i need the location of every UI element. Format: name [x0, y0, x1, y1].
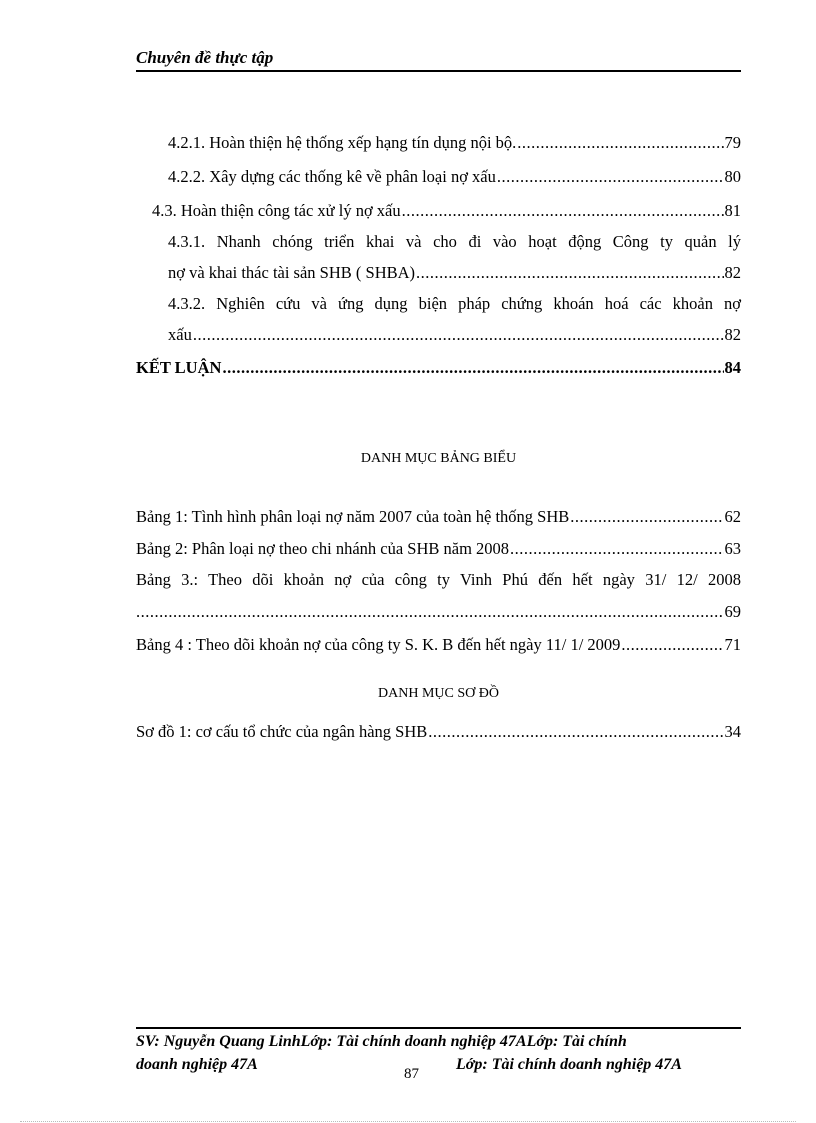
footer-line-2-left: doanh nghiệp 47A — [136, 1056, 258, 1073]
footer-rule — [136, 1027, 741, 1029]
toc-entry-line1[interactable]: 4.3.2. Nghiên cứu và ứng dụng biện pháp chứng khoán hoá các khoản nợ — [168, 294, 741, 313]
toc-entry-page: 80 — [724, 167, 741, 186]
table-list-item-page: 69 — [724, 602, 741, 621]
toc-entry-conclusion[interactable] — [136, 358, 741, 378]
page-number: 87 — [404, 1066, 419, 1082]
table-list-item-text: Bảng 1: Tình hình phân loại nợ năm 2007 của toàn hệ thống SHB — [136, 507, 570, 526]
toc-entry-text: 4.2.1. Hoàn thiện hệ thống xếp hạng tín dụng nội bộ. — [168, 133, 517, 152]
table-list-item-text: Bảng 4 : Theo dõi khoản nợ của công ty S. K. B đến hết ngày 11/ 1/ 2009 — [136, 635, 621, 654]
toc-entry-text: 4.2.2. Xây dựng các thống kê về phân loại nợ xấu — [168, 167, 496, 186]
toc-entry[interactable] — [168, 263, 741, 283]
leader-dots — [193, 325, 724, 345]
leader-dots — [517, 133, 723, 153]
leader-dots — [136, 602, 724, 622]
page-bottom-border — [20, 1121, 796, 1122]
toc-entry[interactable] — [168, 133, 741, 153]
toc-entry-page: 79 — [724, 133, 741, 152]
leader-dots — [416, 263, 723, 283]
diagrams-list-title: DANH MỤC SƠ ĐỒ — [378, 686, 499, 701]
diagram-list-item[interactable] — [136, 722, 741, 742]
toc-entry[interactable] — [152, 201, 741, 221]
footer-line-2-right: Lớp: Tài chính doanh nghiệp 47A — [456, 1056, 682, 1073]
toc-entry-page: 84 — [724, 358, 741, 377]
table-list-item-line1[interactable]: Bảng 3.: Theo dõi khoản nợ của công ty Vinh Phú đến hết ngày 31/ 12/ 2008 — [136, 570, 741, 589]
toc-entry[interactable] — [168, 167, 741, 187]
table-list-item[interactable] — [136, 539, 741, 559]
toc-entry-text: xấu — [168, 325, 192, 344]
toc-entry-page: 82 — [724, 263, 741, 282]
tables-list-title: DANH MỤC BẢNG BIỂU — [360, 451, 517, 466]
toc-entry-line1[interactable]: 4.3.1. Nhanh chóng triển khai và cho đi vào hoạt động Công ty quản lý — [168, 232, 741, 251]
leader-dots — [222, 358, 723, 378]
table-list-item-text: Bảng 2: Phân loại nợ theo chi nhánh của SHB năm 2008 — [136, 539, 510, 558]
toc-entry-text: 4.3. Hoàn thiện công tác xử lý nợ xấu — [152, 201, 401, 220]
header-rule — [136, 70, 741, 72]
footer-line-1: SV: Nguyễn Quang LinhLớp: Tài chính doanh nghiệp 47ALớp: Tài chính — [136, 1033, 627, 1050]
toc-entry[interactable] — [168, 325, 741, 345]
leader-dots — [570, 507, 723, 527]
diagram-list-item-page: 34 — [724, 722, 741, 741]
running-header-title: Chuyên đề thực tập — [136, 48, 274, 67]
leader-dots — [402, 201, 724, 221]
leader-dots — [497, 167, 724, 187]
leader-dots — [621, 635, 723, 655]
leader-dots — [510, 539, 723, 559]
diagram-list-item-text: Sơ đồ 1: cơ cấu tổ chức của ngân hàng SHB — [136, 722, 428, 741]
toc-entry-text: KẾT LUẬN — [136, 358, 222, 377]
toc-entry-page: 82 — [724, 325, 741, 344]
table-list-item-page: 63 — [724, 539, 741, 558]
table-list-item-page: 71 — [724, 635, 741, 654]
leader-dots — [428, 722, 723, 742]
toc-entry-text: nợ và khai thác tài sản SHB ( SHBA) — [168, 263, 416, 282]
table-list-item-page: 62 — [724, 507, 741, 526]
table-list-item[interactable] — [136, 635, 741, 655]
table-list-item[interactable] — [136, 507, 741, 527]
table-list-item[interactable] — [136, 602, 741, 622]
toc-entry-page: 81 — [724, 201, 741, 220]
